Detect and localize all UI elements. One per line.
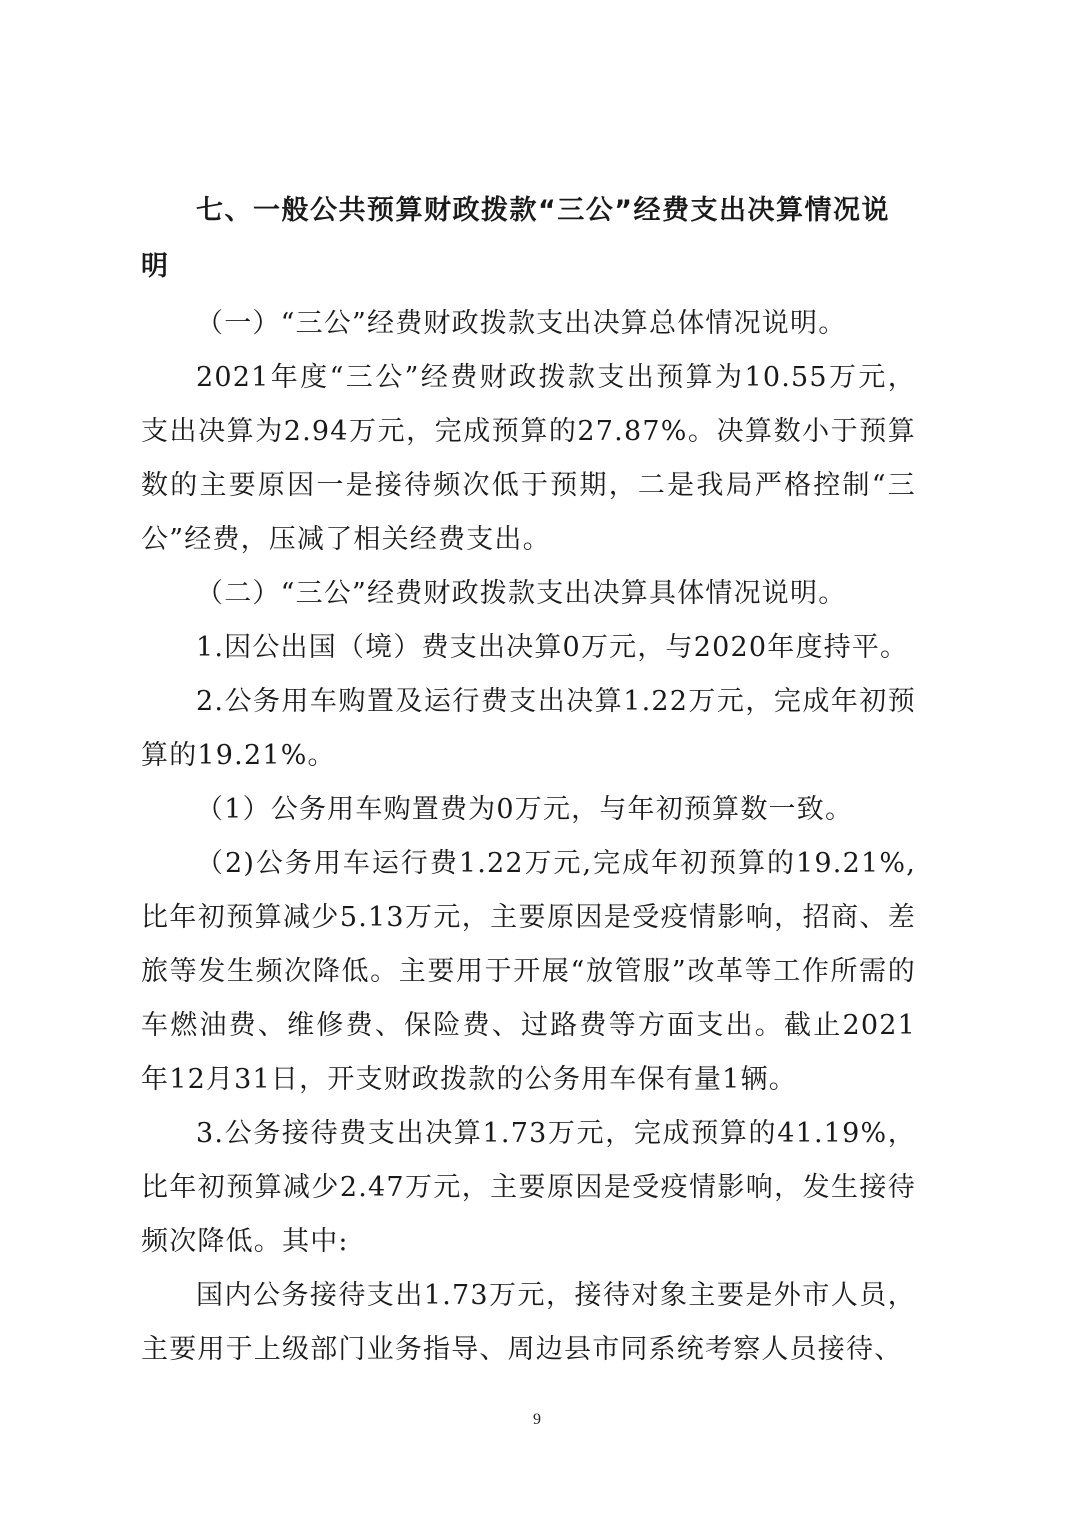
document-body [141, 183, 916, 1377]
section-heading: 七、一般公共预算财政拨款“三公”经费支出决算情况说明 [141, 195, 890, 282]
paragraph-8: 3.公务接待费支出决算1.73万元，完成预算的41.19%，比年初预算减少2.47万元，主要原因是受疫情影响，发生接待频次降低。其中: [141, 1118, 916, 1257]
paragraph-5: 2.公务用车购置及运行费支出决算1.22万元，完成年初预算的19.21%。 [141, 686, 916, 771]
paragraph-3: （二）“三公”经费财政拨款支出决算具体情况说明。 [196, 578, 847, 609]
page-number: 9 [533, 1411, 541, 1428]
paragraph-6: （1）公务用车购置费为0万元，与年初预算数一致。 [196, 794, 854, 825]
paragraph-9: 国内公务接待支出1.73万元，接待对象主要是外市人员，主要用于上级部门业务指导、周边县市同系统考察人员接待、 [141, 1280, 916, 1365]
paragraph-2: 2021年度“三公”经费财政拨款支出预算为10.55万元，支出决算为2.94万元，完成预算的27.87%。决算数小于预算数的主要原因一是接待频次低于预期，二是我局严格控制“三公”经费，压减了相关经费支出。 [141, 362, 916, 555]
paragraph-1: （一）“三公”经费财政拨款支出决算总体情况说明。 [196, 308, 847, 339]
paragraph-7: （2)公务用车运行费1.22万元,完成年初预算的19.21%,比年初预算减少5.13万元，主要原因是受疫情影响，招商、差旅等发生频次降低。主要用于开展“放管服”改革等工作所需的车燃油费、维修费、保险费、过路费等方面支出。截止2021年12月31日，开支财政拨款的公务用车保有量1辆。 [141, 848, 916, 1095]
paragraph-4: 1.因公出国（境）费支出决算0万元，与2020年度持平。 [196, 632, 909, 663]
